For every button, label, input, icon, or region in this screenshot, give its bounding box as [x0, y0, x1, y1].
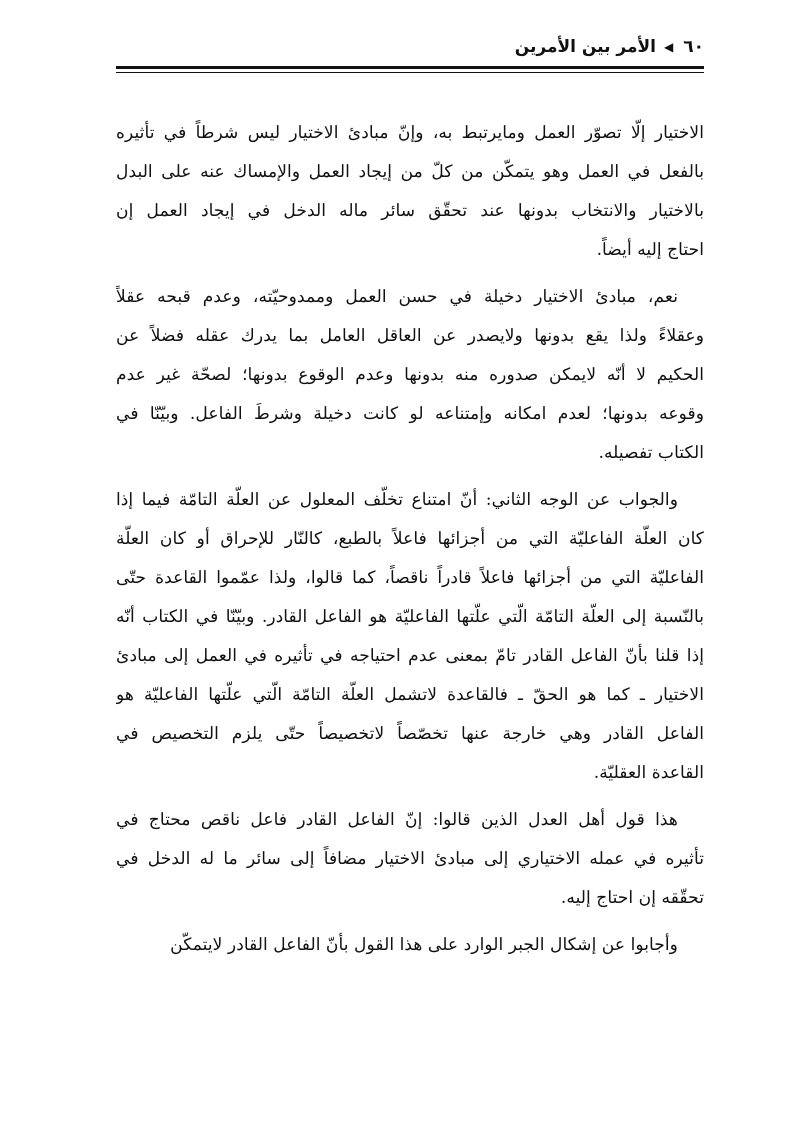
text-line: والجواب عن الوجه الثاني: أنّ امتناع تخلّف المعلول عن العلّة التامّة فيما إذا [116, 490, 678, 510]
paragraph [116, 481, 704, 793]
page-header [116, 34, 704, 60]
text-line: الاختيار ـ كما هو الحقّ ـ فالقاعدة لاتشمل العلّة التامّة الّتي علّتها الفاعليّة هو [116, 685, 704, 705]
text-line: تأثيره في عمله الاختياري إلى مبادئ الاختيار مضافاً إلى سائر ما له الدخل في [116, 849, 704, 869]
text-line: بالنّسبة إلى العلّة التامّة الّتي علّتها الفاعليّة هو الفاعل القادر. وبيّنّا في الكتاب أنّه [116, 607, 704, 627]
paragraph [116, 926, 704, 965]
text-line: وأجابوا عن إشكال الجبر الوارد على هذا القول بأنّ الفاعل القادر لايتمكّن [170, 935, 678, 955]
header-rule-thick [116, 66, 704, 69]
text-line: نعم، مبادئ الاختيار دخيلة في حسن العمل وممدوحيّته، وعدم قبحه عقلاً [116, 287, 678, 307]
text-line: الكتاب تفصيله. [598, 443, 704, 463]
text-line: الفاعل القادر وهي خارجة عنها تخصّصاً لاتخصيصاً حتّى يلزم التخصيص في [116, 724, 704, 744]
text-line: بالفعل في العمل وهو يتمكّن من كلّ من إيجاد العمل والإمساك عنه على البدل [116, 162, 704, 182]
paragraph [116, 801, 704, 918]
text-line: الفاعليّة التي من أجزائها فاعلاً قادراً ناقصاً، كما قالوا، ولذا عمّموا القاعدة حتّى [116, 568, 704, 588]
running-title: الأمر بين الأمرين [514, 37, 656, 57]
text-line: القاعدة العقليّة. [593, 763, 704, 783]
text-line: كان العلّة الفاعليّة التي من أجزائها فاعلاً بالطبع، كالنّار للإحراق أو كان العلّة [116, 529, 704, 549]
text-line: تحقّقه إن احتاج إليه. [560, 888, 704, 908]
text-line: وقوعه بدونها؛ لعدم امكانه وإمتناعه لو كانت دخيلة وشرطَ الفاعل. وبيّنّا في [116, 404, 704, 424]
arrow-right-icon: ▶ [664, 40, 674, 54]
paragraph [116, 278, 704, 473]
body-text [116, 114, 704, 973]
page-number: ٦٠ [683, 37, 704, 57]
text-line: إذا قلنا بأنّ الفاعل القادر تامّ بمعنى عدم احتياجه في تأثيره في العمل إلى مبادئ [116, 646, 704, 666]
paragraph [116, 114, 704, 270]
text-line: بالاختيار والانتخاب بدونها عند تحقّق سائر ماله الدخل في إيجاد العمل إن [116, 201, 704, 221]
text-line: هذا قول أهل العدل الذين قالوا: إنّ الفاعل القادر فاعل ناقص محتاج في [116, 810, 678, 830]
text-line: وعقلاءً ولذا يقع بدونها ولايصدر عن العاقل العامل بما يدرك عقله فضلاً عن [116, 326, 704, 346]
text-line: احتاج إليه أيضاً. [596, 240, 704, 260]
text-line: الاختيار إلّا تصوّر العمل ومايرتبط به، وإنّ مبادئ الاختيار ليس شرطاً في تأثيره [116, 123, 704, 143]
header-rule-thin [116, 72, 704, 73]
text-line: الحكيم لا أنّه لايمكن صدوره منه بدونها وعدم الوقوع بدونها؛ لصحّة غير عدم [116, 365, 704, 385]
